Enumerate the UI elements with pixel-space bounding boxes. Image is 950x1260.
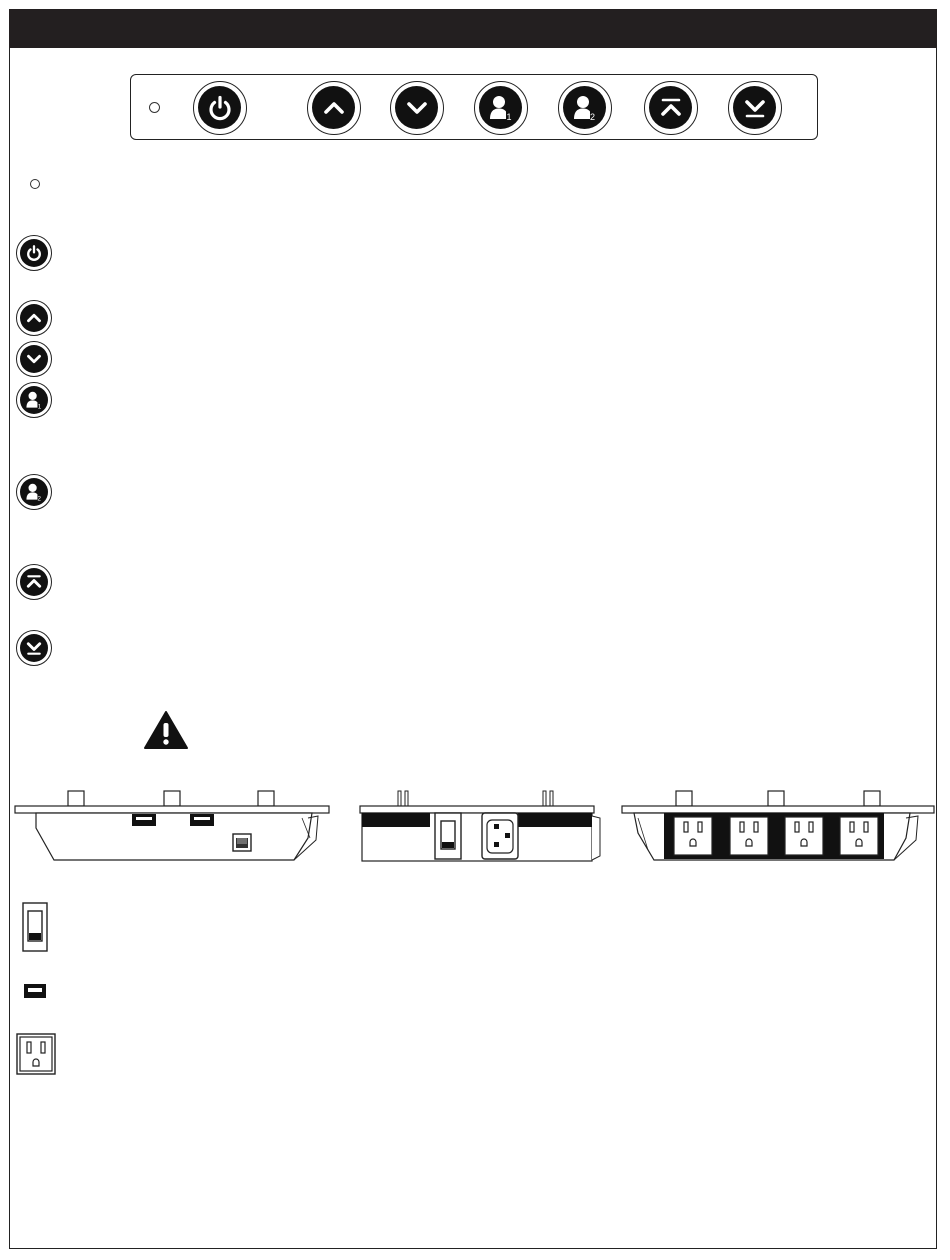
chevron-up-icon <box>321 95 347 121</box>
legend-top-position-button <box>16 564 52 600</box>
chevron-up-bar-icon <box>24 572 44 592</box>
legend-down-button <box>16 341 52 377</box>
top-position-button[interactable] <box>644 81 698 135</box>
usb-port-icon <box>24 984 46 998</box>
chevron-down-bar-icon <box>24 638 44 658</box>
chevron-down-bar-icon <box>741 94 769 122</box>
legend-status-led <box>30 179 40 189</box>
bottom-position-button[interactable] <box>728 81 782 135</box>
memory-1-badge: 1 <box>506 111 512 122</box>
memory-2-badge: 2 <box>589 111 595 122</box>
page-frame <box>9 9 937 1249</box>
status-led <box>149 102 160 113</box>
chevron-down-icon <box>25 350 43 368</box>
user-1-icon <box>485 92 517 124</box>
legend-memory-1-button <box>16 382 52 418</box>
warning-triangle-icon <box>143 710 189 750</box>
legend-up-button <box>16 300 52 336</box>
power-icon <box>25 244 43 262</box>
user-1-icon <box>23 389 45 411</box>
user-2-icon <box>23 481 45 503</box>
ac-outlet-icon <box>16 1033 56 1075</box>
up-button[interactable] <box>307 81 361 135</box>
chevron-down-icon <box>404 95 430 121</box>
legend-memory-1-badge: 1 <box>37 403 42 411</box>
unit-view-outlets <box>620 788 938 866</box>
unit-view-usb-rj45 <box>12 788 332 866</box>
control-panel <box>130 74 818 140</box>
legend-memory-2-button <box>16 474 52 510</box>
down-button[interactable] <box>390 81 444 135</box>
chevron-up-bar-icon <box>657 94 685 122</box>
legend-power-button <box>16 235 52 271</box>
outlet-4 <box>840 817 878 855</box>
power-button[interactable] <box>193 81 247 135</box>
memory-1-button[interactable] <box>474 81 528 135</box>
header-bar <box>9 9 937 48</box>
power-icon <box>206 94 234 122</box>
outlet-3 <box>785 817 823 855</box>
outlet-2 <box>730 817 768 855</box>
unit-view-switch-inlet <box>358 788 608 866</box>
legend-bottom-position-button <box>16 630 52 666</box>
chevron-up-icon <box>25 309 43 327</box>
user-2-icon <box>569 92 601 124</box>
legend-memory-2-badge: 2 <box>37 495 41 503</box>
outlet-1 <box>674 817 712 855</box>
rocker-switch-icon <box>22 902 48 952</box>
memory-2-button[interactable] <box>558 81 612 135</box>
